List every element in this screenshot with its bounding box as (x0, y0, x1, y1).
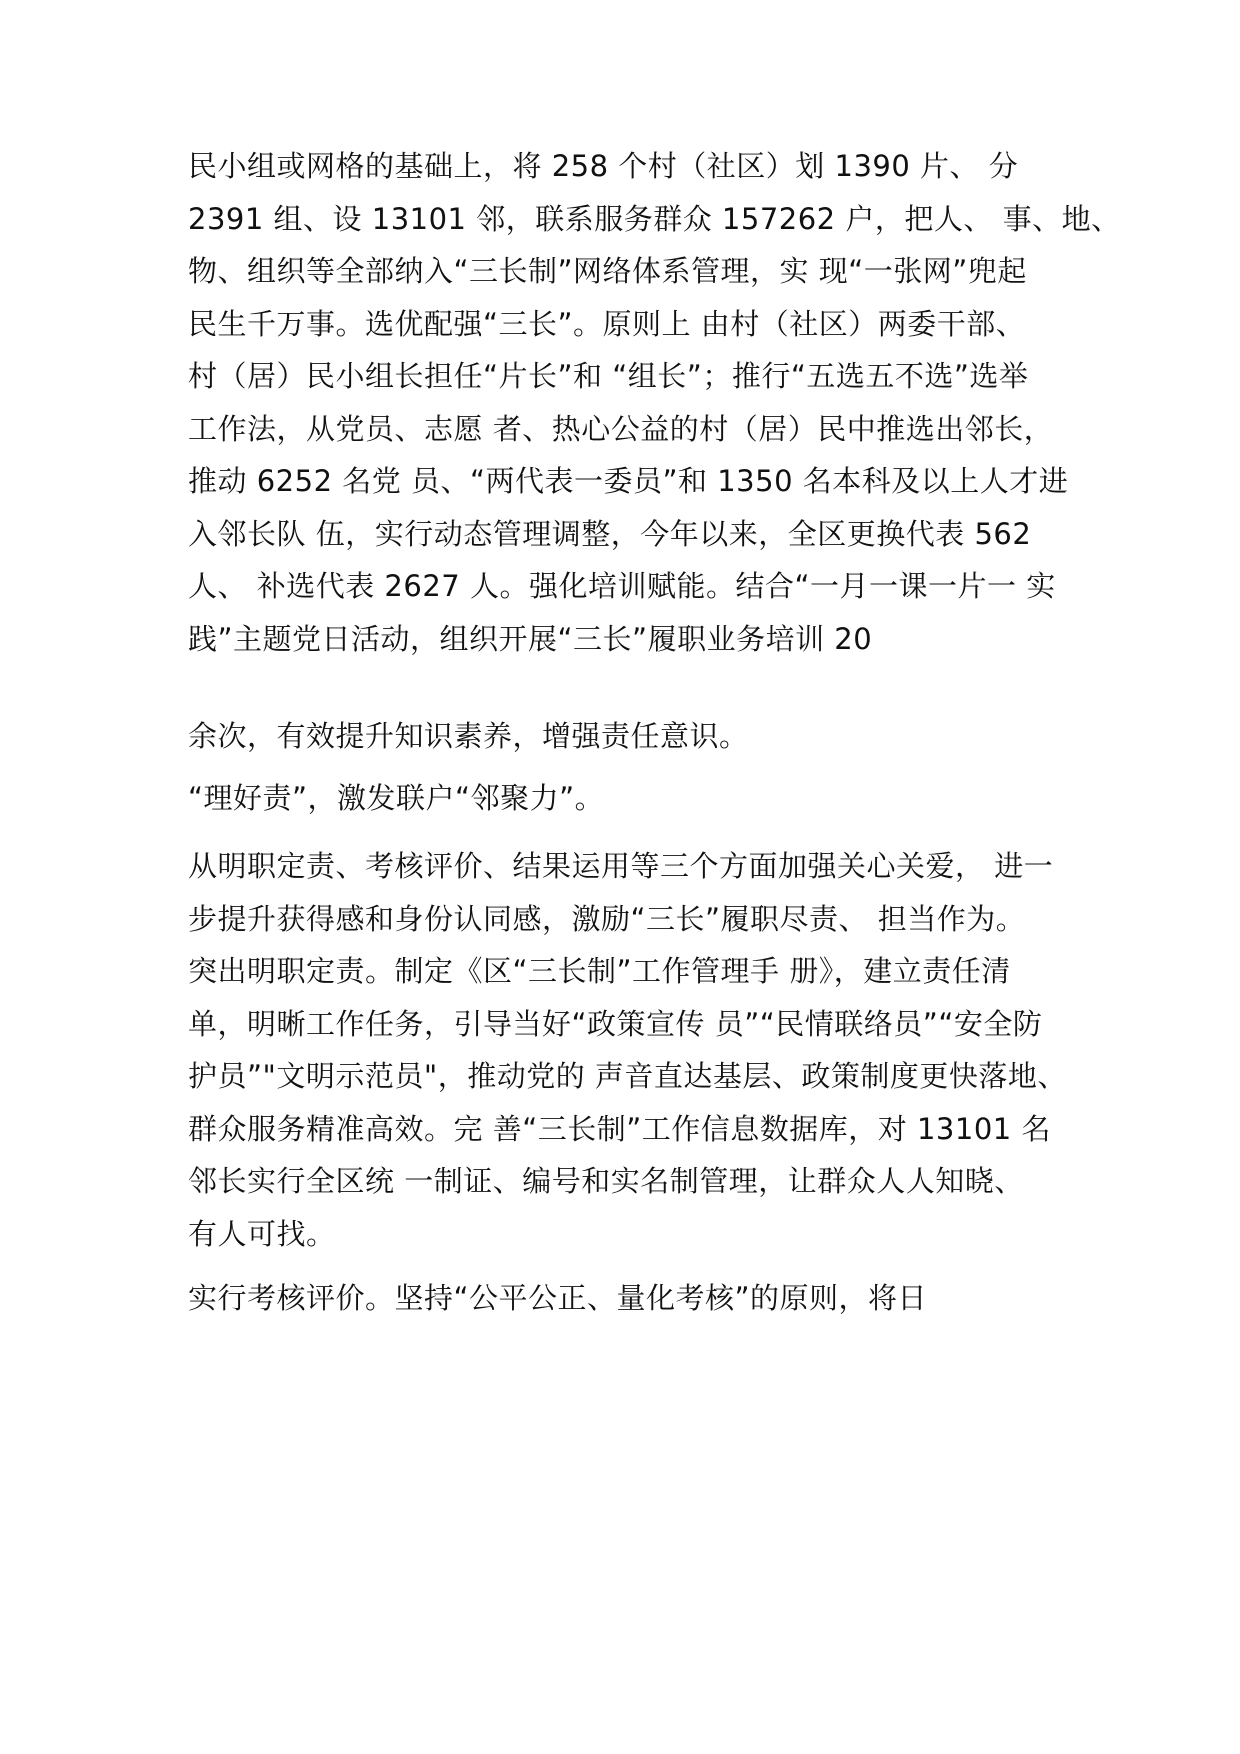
text-line: 步提升获得感和身份认同感，激励“三长”履职尽责、 担当作为。 (188, 901, 1026, 936)
text-line: 践”主题党日活动，组织开展“三长”履职业务培训 20 (188, 621, 873, 656)
paragraph-1 (188, 140, 1121, 665)
text-line: 村（居）民小组长担任“片长”和 “组长”；推行“五选五不选”选举 (188, 359, 1029, 393)
paragraph-4 (188, 1272, 1068, 1325)
text-line: 入邻长队 伍，实行动态管理调整，今年以来，全区更换代表 562 (188, 516, 1032, 551)
text-line: 推动 6252 名党 员、“两代表一委员”和 1350 名本科及以上人才进 (188, 464, 1069, 498)
text-line: 民生千万事。选优配强“三长”。原则上 由村（社区）两委干部、 (188, 306, 1026, 341)
text-line: 有人可找。 (188, 1216, 336, 1251)
text-line: 从明职定责、考核评价、结果运用等三个方面加强关心关爱， 进一 (188, 849, 1054, 883)
text-line: 护员”"文明示范员"，推动党的 声音直达基层、政策制度更快落地、 (188, 1059, 1067, 1093)
text-line: 邻长实行全区统 一制证、编号和实名制管理，让群众人人知晓、 (188, 1164, 1024, 1198)
text-line: 突出明职定责。制定《区“三长制”工作管理手 册》，建立责任清 (188, 954, 1011, 988)
text-line: 余次，有效提升知识素养，增强责任意识。 (188, 719, 749, 753)
text-line: 物、组织等全部纳入“三长制”网络体系管理，实 现“一张网”兜起 (188, 254, 1027, 288)
text-line: 2391 组、设 13101 邻，联系服务群众 157262 户，把人、 事、地、 (188, 201, 1121, 236)
paragraph-3 (188, 840, 1068, 1260)
section-heading (188, 772, 1068, 825)
text-line: 民小组或网格的基础上，将 258 个村（社区）划 1390 片、 分 (188, 149, 1019, 183)
text-line: 群众服务精准高效。完 善“三长制”工作信息数据库，对 13101 名 (188, 1111, 1051, 1146)
text-line: 单，明晰工作任务，引导当好“政策宣传 员”“民情联络员”“安全防 (188, 1006, 1043, 1041)
text-line: 实行考核评价。坚持“公平公正、量化考核”的原则，将日 (188, 1281, 928, 1315)
text-line: 人、 补选代表 2627 人。强化培训赋能。结合“一月一课一片一 实 (188, 569, 1056, 603)
paragraph-2 (188, 710, 1068, 763)
text-line: 工作法，从党员、志愿 者、热心公益的村（居）民中推选出邻长， (188, 411, 1054, 446)
text-line: “理好责”，激发联户“邻聚力”。 (188, 781, 605, 815)
